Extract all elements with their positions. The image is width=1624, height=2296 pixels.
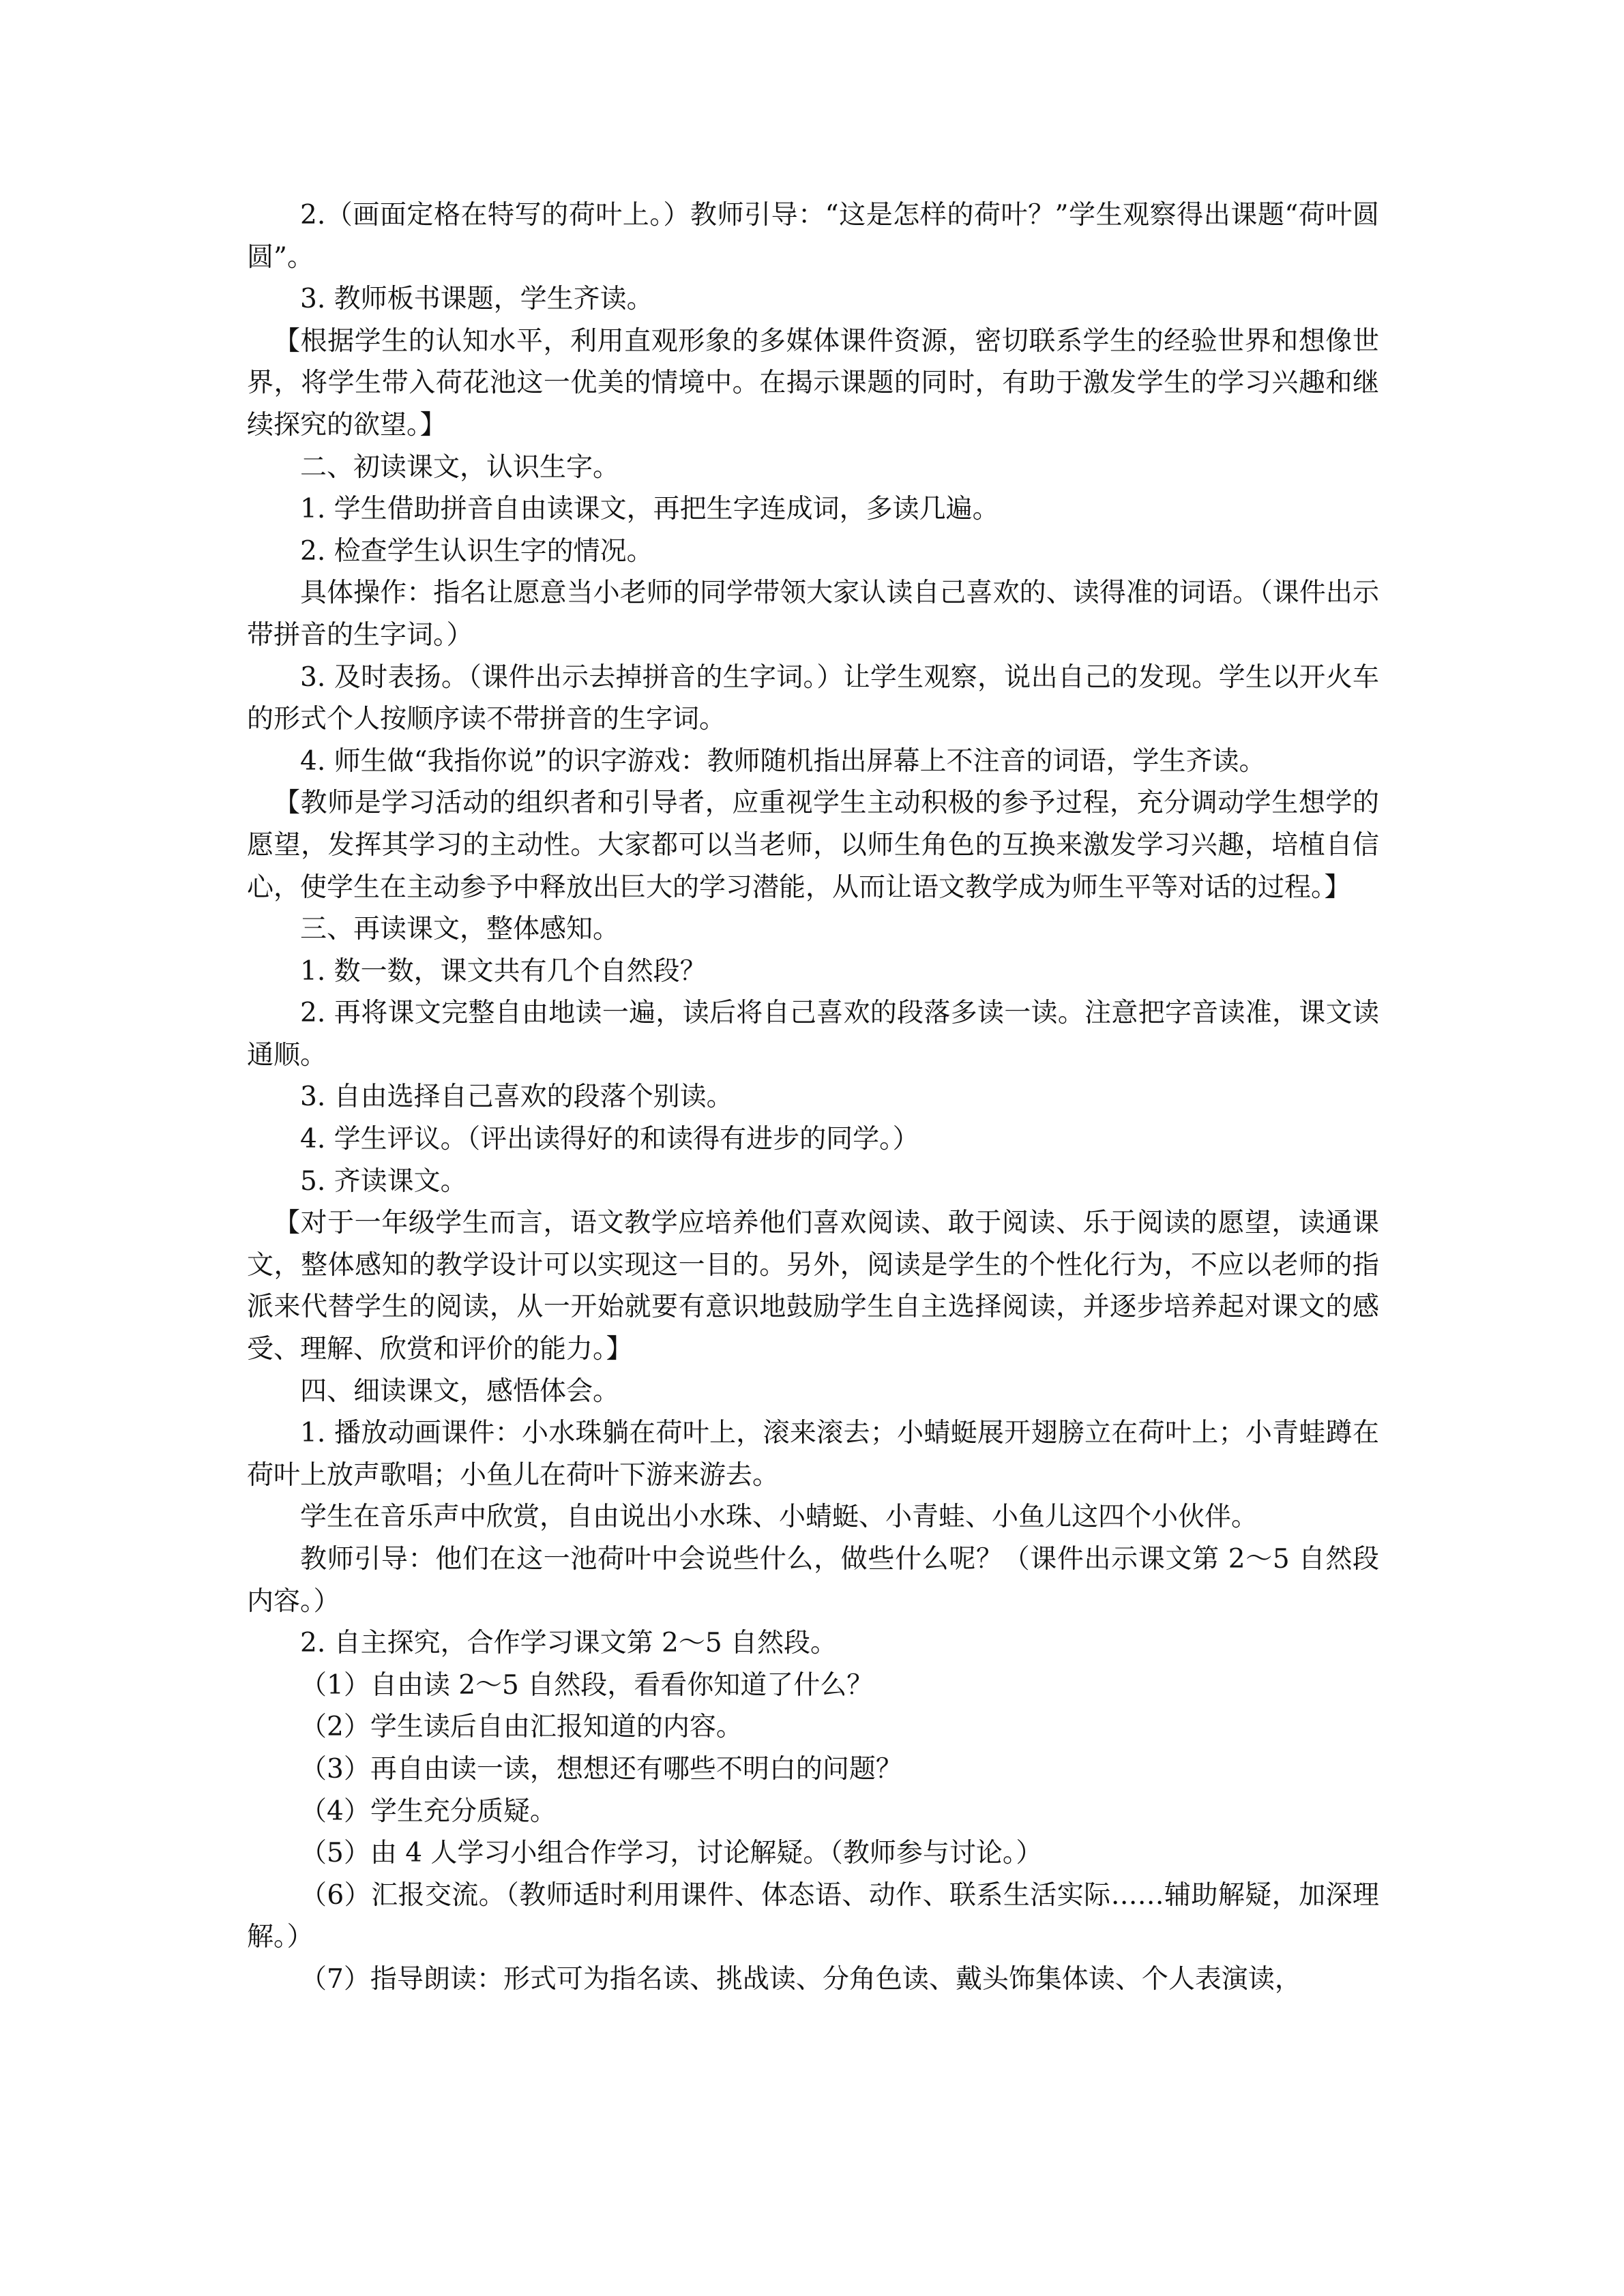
paragraph: 2. 自主探究，合作学习课文第 2～5 自然段。 xyxy=(300,1628,838,1659)
paragraph: 2. 再将课文完整自由地读一遍，读后将自己喜欢的段落多读一读。注意把字音读准，课文读通顺。 xyxy=(247,998,1379,1071)
paragraph: 1. 学生借助拼音自由读课文，再把生字连成词，多读几遍。 xyxy=(300,494,999,525)
list-item: （1）自由读 2～5 自然段，看看你知道了什么？ xyxy=(300,1669,874,1701)
list-item: （3）再自由读一读，想想还有哪些不明白的问题？ xyxy=(300,1753,902,1785)
paragraph: 1. 数一数，课文共有几个自然段？ xyxy=(300,955,707,987)
section-heading: 三、再读课文，整体感知。 xyxy=(300,914,620,945)
paragraph: 具体操作：指名让愿意当小老师的同学带领大家认读自己喜欢的、读得准的词语。（课件出示带拼音的生字词。） xyxy=(247,578,1379,651)
commentary-paragraph: 【根据学生的认知水平，利用直观形象的多媒体课件资源，密切联系学生的经验世界和想像世界，将学生带入荷花池这一优美的情境中。在揭示课题的同时，有助于激发学生的学习兴趣和继续探究的欲望。】 xyxy=(247,325,1379,441)
paragraph: 1. 播放动画课件：小水珠躺在荷叶上，滚来滚去；小蜻蜓展开翅膀立在荷叶上；小青蛙蹲在荷叶上放声歌唱；小鱼儿在荷叶下游来游去。 xyxy=(247,1418,1379,1491)
list-item: （6）汇报交流。（教师适时利用课件、体态语、动作、联系生活实际……辅助解疑，加深理解。） xyxy=(247,1879,1379,1953)
section-heading: 二、初读课文，认识生字。 xyxy=(300,451,620,483)
list-item: （5）由 4 人学习小组合作学习，讨论解疑。（教师参与讨论。） xyxy=(300,1838,1043,1869)
paragraph: 5. 齐读课文。 xyxy=(300,1165,467,1197)
paragraph: 3. 自由选择自己喜欢的段落个别读。 xyxy=(300,1082,733,1113)
paragraph: 3. 教师板书课题，学生齐读。 xyxy=(300,284,653,315)
paragraph: 2.（画面定格在特写的荷叶上。）教师引导：“这是怎样的荷叶？”学生观察得出课题“荷叶圆圆”。 xyxy=(247,200,1379,273)
paragraph: 2. 检查学生认识生字的情况。 xyxy=(300,535,653,567)
paragraph: 教师引导：他们在这一池荷叶中会说些什么，做些什么呢？（课件出示课文第 2～5 自然段内容。） xyxy=(247,1544,1379,1617)
commentary-paragraph: 【教师是学习活动的组织者和引导者，应重视学生主动积极的参予过程，充分调动学生想学的愿望，发挥其学习的主动性。大家都可以当老师，以师生角色的互换来激发学习兴趣，培植自信心，使学生在主动参予中释放出巨大的学习潜能，从而让语文教学成为师生平等对话的过程。】 xyxy=(247,788,1379,903)
list-item: （7）指导朗读：形式可为指名读、挑战读、分角色读、戴头饰集体读、个人表演读， xyxy=(300,1963,1301,1995)
list-item: （4）学生充分质疑。 xyxy=(300,1795,557,1827)
paragraph: 学生在音乐声中欣赏，自由说出小水珠、小蜻蜓、小青蛙、小鱼儿这四个小伙伴。 xyxy=(300,1502,1258,1533)
document-page xyxy=(247,194,1379,2001)
list-item: （2）学生读后自由汇报知道的内容。 xyxy=(300,1712,743,1743)
paragraph: 4. 学生评议。（评出读得好的和读得有进步的同学。） xyxy=(300,1124,919,1155)
commentary-paragraph: 【对于一年级学生而言，语文教学应培养他们喜欢阅读、敢于阅读、乐于阅读的愿望，读通课文，整体感知的教学设计可以实现这一目的。另外，阅读是学生的个性化行为，不应以老师的指派来代替学生的阅读，从一开始就要有意识地鼓励学生自主选择阅读，并逐步培养起对课文的感受、理解、欣赏和评价的能力。】 xyxy=(247,1208,1379,1365)
paragraph: 3. 及时表扬。（课件出示去掉拼音的生字词。）让学生观察，说出自己的发现。学生以开火车的形式个人按顺序读不带拼音的生字词。 xyxy=(247,661,1379,735)
paragraph: 4. 师生做“我指你说”的识字游戏：教师随机指出屏幕上不注音的词语，学生齐读。 xyxy=(300,745,1266,777)
section-heading: 四、细读课文，感悟体会。 xyxy=(300,1375,620,1407)
